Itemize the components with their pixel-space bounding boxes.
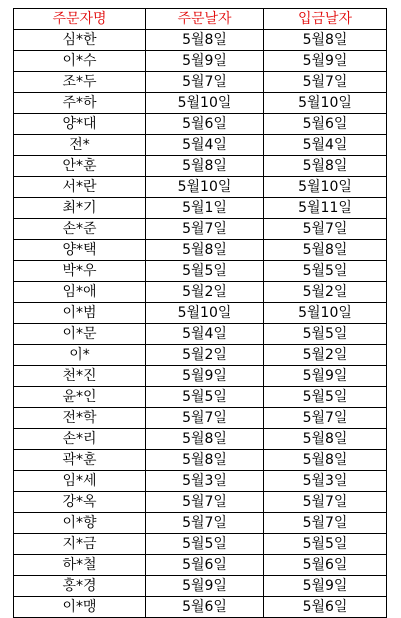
cell-name: 최*기 bbox=[14, 198, 146, 219]
cell-order-date: 5월6일 bbox=[146, 114, 264, 135]
cell-order-date: 5월7일 bbox=[146, 219, 264, 240]
cell-name: 임*애 bbox=[14, 282, 146, 303]
cell-deposit-date: 5월5일 bbox=[264, 387, 387, 408]
order-table bbox=[13, 8, 387, 618]
cell-deposit-date: 5월7일 bbox=[264, 219, 387, 240]
table-row bbox=[14, 366, 387, 387]
cell-order-date: 5월2일 bbox=[146, 345, 264, 366]
cell-order-date: 5월8일 bbox=[146, 156, 264, 177]
cell-name: 이*향 bbox=[14, 513, 146, 534]
cell-name: 강*옥 bbox=[14, 492, 146, 513]
cell-deposit-date: 5월7일 bbox=[264, 408, 387, 429]
cell-deposit-date: 5월2일 bbox=[264, 345, 387, 366]
cell-order-date: 5월10일 bbox=[146, 177, 264, 198]
cell-deposit-date: 5월6일 bbox=[264, 555, 387, 576]
cell-order-date: 5월10일 bbox=[146, 303, 264, 324]
table-row bbox=[14, 513, 387, 534]
cell-name: 이*범 bbox=[14, 303, 146, 324]
cell-order-date: 5월6일 bbox=[146, 597, 264, 618]
table-row bbox=[14, 156, 387, 177]
table-row bbox=[14, 345, 387, 366]
table-row bbox=[14, 198, 387, 219]
column-header-order-date: 주문날자 bbox=[146, 9, 264, 30]
table-row bbox=[14, 72, 387, 93]
cell-name: 이*수 bbox=[14, 51, 146, 72]
cell-deposit-date: 5월2일 bbox=[264, 282, 387, 303]
cell-name: 천*진 bbox=[14, 366, 146, 387]
table-row bbox=[14, 492, 387, 513]
cell-name: 홍*경 bbox=[14, 576, 146, 597]
cell-order-date: 5월8일 bbox=[146, 450, 264, 471]
cell-deposit-date: 5월9일 bbox=[264, 366, 387, 387]
cell-deposit-date: 5월8일 bbox=[264, 450, 387, 471]
cell-deposit-date: 5월5일 bbox=[264, 324, 387, 345]
cell-order-date: 5월9일 bbox=[146, 366, 264, 387]
table-row bbox=[14, 219, 387, 240]
table-row bbox=[14, 114, 387, 135]
column-header-deposit-date: 입금날자 bbox=[264, 9, 387, 30]
cell-deposit-date: 5월11일 bbox=[264, 198, 387, 219]
cell-name: 지*금 bbox=[14, 534, 146, 555]
cell-deposit-date: 5월5일 bbox=[264, 261, 387, 282]
table-row bbox=[14, 93, 387, 114]
cell-name: 이* bbox=[14, 345, 146, 366]
table-row bbox=[14, 471, 387, 492]
cell-name: 양*택 bbox=[14, 240, 146, 261]
cell-name: 이*문 bbox=[14, 324, 146, 345]
table-row bbox=[14, 30, 387, 51]
cell-order-date: 5월8일 bbox=[146, 240, 264, 261]
cell-deposit-date: 5월8일 bbox=[264, 156, 387, 177]
cell-order-date: 5월8일 bbox=[146, 429, 264, 450]
table-row bbox=[14, 450, 387, 471]
cell-deposit-date: 5월8일 bbox=[264, 240, 387, 261]
cell-name: 조*두 bbox=[14, 72, 146, 93]
table-row bbox=[14, 429, 387, 450]
cell-order-date: 5월7일 bbox=[146, 72, 264, 93]
cell-name: 심*한 bbox=[14, 30, 146, 51]
cell-name: 이*맹 bbox=[14, 597, 146, 618]
cell-deposit-date: 5월4일 bbox=[264, 135, 387, 156]
table-row bbox=[14, 597, 387, 618]
cell-order-date: 5월4일 bbox=[146, 324, 264, 345]
cell-order-date: 5월9일 bbox=[146, 576, 264, 597]
cell-order-date: 5월9일 bbox=[146, 51, 264, 72]
cell-deposit-date: 5월9일 bbox=[264, 51, 387, 72]
table-row bbox=[14, 324, 387, 345]
cell-deposit-date: 5월9일 bbox=[264, 576, 387, 597]
cell-order-date: 5월2일 bbox=[146, 282, 264, 303]
cell-name: 안*훈 bbox=[14, 156, 146, 177]
header-row bbox=[14, 9, 387, 30]
cell-name: 손*준 bbox=[14, 219, 146, 240]
cell-deposit-date: 5월6일 bbox=[264, 114, 387, 135]
cell-deposit-date: 5월6일 bbox=[264, 597, 387, 618]
table-row bbox=[14, 387, 387, 408]
cell-order-date: 5월7일 bbox=[146, 408, 264, 429]
cell-deposit-date: 5월8일 bbox=[264, 429, 387, 450]
cell-name: 주*하 bbox=[14, 93, 146, 114]
table-row bbox=[14, 534, 387, 555]
table-row bbox=[14, 303, 387, 324]
table-row bbox=[14, 408, 387, 429]
cell-order-date: 5월5일 bbox=[146, 387, 264, 408]
cell-order-date: 5월6일 bbox=[146, 555, 264, 576]
cell-order-date: 5월7일 bbox=[146, 492, 264, 513]
cell-deposit-date: 5월7일 bbox=[264, 513, 387, 534]
cell-order-date: 5월1일 bbox=[146, 198, 264, 219]
cell-name: 전* bbox=[14, 135, 146, 156]
cell-deposit-date: 5월10일 bbox=[264, 303, 387, 324]
cell-deposit-date: 5월3일 bbox=[264, 471, 387, 492]
cell-name: 양*대 bbox=[14, 114, 146, 135]
cell-name: 서*란 bbox=[14, 177, 146, 198]
cell-order-date: 5월3일 bbox=[146, 471, 264, 492]
cell-deposit-date: 5월7일 bbox=[264, 492, 387, 513]
table-row bbox=[14, 555, 387, 576]
cell-name: 전*학 bbox=[14, 408, 146, 429]
column-header-name: 주문자명 bbox=[14, 9, 146, 30]
table-row bbox=[14, 51, 387, 72]
table-row bbox=[14, 576, 387, 597]
cell-order-date: 5월7일 bbox=[146, 513, 264, 534]
table-row bbox=[14, 135, 387, 156]
cell-deposit-date: 5월10일 bbox=[264, 177, 387, 198]
table-row bbox=[14, 240, 387, 261]
table-body bbox=[14, 30, 387, 618]
cell-order-date: 5월5일 bbox=[146, 534, 264, 555]
cell-deposit-date: 5월7일 bbox=[264, 72, 387, 93]
table-row bbox=[14, 177, 387, 198]
cell-order-date: 5월8일 bbox=[146, 30, 264, 51]
cell-name: 손*리 bbox=[14, 429, 146, 450]
table-row bbox=[14, 261, 387, 282]
table-row bbox=[14, 282, 387, 303]
cell-name: 윤*인 bbox=[14, 387, 146, 408]
cell-name: 곽*훈 bbox=[14, 450, 146, 471]
cell-order-date: 5월5일 bbox=[146, 261, 264, 282]
cell-name: 박*우 bbox=[14, 261, 146, 282]
cell-order-date: 5월10일 bbox=[146, 93, 264, 114]
cell-deposit-date: 5월10일 bbox=[264, 93, 387, 114]
cell-name: 하*철 bbox=[14, 555, 146, 576]
cell-deposit-date: 5월5일 bbox=[264, 534, 387, 555]
cell-deposit-date: 5월8일 bbox=[264, 30, 387, 51]
cell-order-date: 5월4일 bbox=[146, 135, 264, 156]
cell-name: 임*세 bbox=[14, 471, 146, 492]
